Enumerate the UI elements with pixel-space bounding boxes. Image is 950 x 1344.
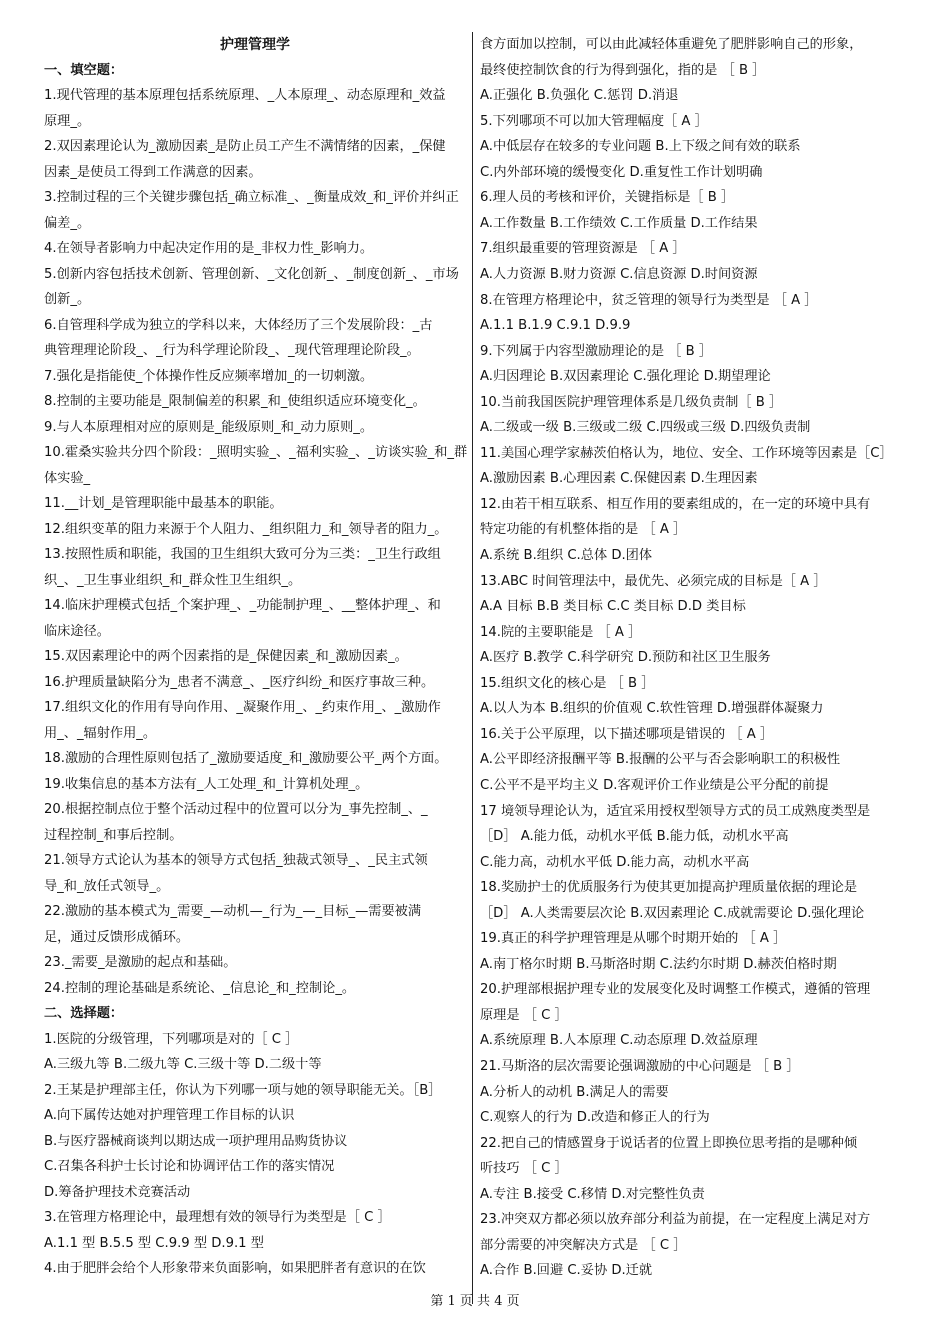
text-line: 10.当前我国医院护理管理体系是几级负责制［ B ］ bbox=[480, 394, 783, 410]
text-line: C.内外部环境的缓慢变化 D.重复性工作计划明确 bbox=[480, 164, 763, 180]
text-line: 因素_是使员工得到工作满意的因素。 bbox=[44, 164, 262, 180]
text-line: 典管理理论阶段_、_行为科学理论阶段_、_现代管理理论阶段_。 bbox=[44, 343, 420, 358]
text-line: 7.强化是指能使_个体操作性反应频率增加_的一切刺激。 bbox=[44, 368, 374, 384]
text-line: 9.与人本原理相对应的原则是_能级原则_和_动力原则_。 bbox=[44, 419, 374, 435]
text-line: 1.医院的分级管理，下列哪项是对的［ C ］ bbox=[44, 1031, 299, 1047]
text-line: 一、填空题： bbox=[44, 62, 124, 78]
text-line: A.医疗 B.教学 C.科学研究 D.预防和社区卫生服务 bbox=[480, 650, 771, 666]
text-line: 17 境领导理论认为，适宜采用授权型领导方式的员工成熟度类型是 bbox=[480, 803, 871, 819]
text-line: 23._需要_是激励的起点和基础。 bbox=[44, 955, 237, 970]
text-line: 偏差_。 bbox=[44, 215, 91, 231]
text-line: 18.奖励护士的优质服务行为使其更加提高护理质量依据的理论是 bbox=[480, 880, 858, 896]
text-line: 2.王某是护理部主任，你认为下列哪一项与她的领导职能无关。［B］ bbox=[44, 1082, 442, 1098]
text-line: 7.组织最重要的管理资源是 ［ A ］ bbox=[480, 241, 686, 257]
text-line: A.系统 B.组织 C.总体 D.团体 bbox=[480, 548, 653, 563]
text-line: 导_和_放任式领导_。 bbox=[44, 878, 170, 894]
text-line: 13.按照性质和职能，我国的卫生组织大致可分为三类：_卫生行政组 bbox=[44, 547, 441, 562]
text-line: A.专注 B.接受 C.移情 D.对完整性负责 bbox=[480, 1186, 705, 1202]
text-line: 8.控制的主要功能是_限制偏差的积累_和_使组织适应环境变化_。 bbox=[44, 394, 426, 409]
text-line: A.系统原理 B.人本原理 C.动态原理 D.效益原理 bbox=[480, 1033, 758, 1049]
text-line: A.A 目标 B.B 类目标 C.C 类目标 D.D 类目标 bbox=[480, 599, 746, 615]
text-line: A.二级或一级 B.三级或二级 C.四级或三级 D.四级负责制 bbox=[480, 420, 811, 436]
text-line: 部分需要的冲突解决方式是 ［ C ］ bbox=[480, 1237, 687, 1253]
text-line: B.与医疗器械商谈判以期达成一项护理用品购货协议 bbox=[44, 1133, 348, 1149]
text-line: 6.自管理科学成为独立的学科以来，大体经历了三个发展阶段：_古 bbox=[44, 317, 433, 333]
text-line: 16.护理质量缺陷分为_患者不满意_、_医疗纠纷_和医疗事故三种。 bbox=[44, 674, 435, 690]
text-line: 15.组织文化的核心是 ［ B ］ bbox=[480, 675, 655, 691]
text-line: 17.组织文化的作用有导向作用、_凝聚作用_、_约束作用_、_激励作 bbox=[44, 700, 441, 715]
text-line: C.能力高，动机水平低 D.能力高，动机水平高 bbox=[480, 854, 750, 870]
page-footer: 第 1 页 共 4 页 bbox=[430, 1294, 520, 1309]
column-divider bbox=[472, 32, 473, 1304]
text-line: 19.真正的科学护理管理是从哪个时期开始的 ［ A ］ bbox=[480, 931, 787, 947]
text-line: 20.护理部根据护理专业的发展变化及时调整工作模式，遵循的管理 bbox=[480, 982, 871, 998]
text-line: 4.在领导者影响力中起决定作用的是_非权力性_影响力。 bbox=[44, 241, 374, 256]
text-line: 11.__计划_是管理职能中最基本的职能。 bbox=[44, 496, 283, 511]
text-line: A.公平即经济报酬平等 B.报酬的公平与否会影响职工的积极性 bbox=[480, 752, 841, 768]
text-line: 14.临床护理模式包括_个案护理_、_功能制护理_、__整体护理_、和 bbox=[44, 598, 441, 613]
text-line: 5.下列哪项不可以加大管理幅度［ A ］ bbox=[480, 113, 708, 129]
text-line: 10.霍桑实验共分四个阶段：_照明实验_、_福利实验_、_访谈实验_和_群 bbox=[44, 445, 468, 460]
text-line: 20.根据控制点位于整个活动过程中的位置可以分为_事先控制_、_ bbox=[44, 802, 428, 817]
text-line: 体实验_ bbox=[44, 470, 91, 486]
text-line: A.南丁格尔时期 B.马斯洛时期 C.法约尔时期 D.赫茨伯格时期 bbox=[480, 956, 837, 972]
text-line: 4.由于肥胖会给个人形象带来负面影响，如果肥胖者有意识的在饮 bbox=[44, 1261, 426, 1276]
text-line: C.观察人的行为 D.改造和修正人的行为 bbox=[480, 1110, 710, 1126]
text-line: 临床途径。 bbox=[44, 623, 110, 639]
text-line: A.三级九等 B.二级九等 C.三级十等 D.二级十等 bbox=[44, 1057, 322, 1072]
text-line: C.召集各科护士长讨论和协调评估工作的落实情况 bbox=[44, 1159, 335, 1174]
text-line: 足，通过反馈形成循环。 bbox=[44, 929, 190, 945]
text-line: 3.控制过程的三个关键步骤包括_确立标准_、_衡量成效_和_评价并纠正 bbox=[44, 190, 459, 205]
text-line: 织_、_卫生事业组织_和_群众性卫生组织_。 bbox=[44, 572, 302, 588]
text-line: 19.收集信息的基本方法有_人工处理_和_计算机处理_。 bbox=[44, 776, 369, 792]
text-line: 原理是 ［ C ］ bbox=[480, 1007, 568, 1023]
text-line: A.归因理论 B.双因素理论 C.强化理论 D.期望理论 bbox=[480, 369, 771, 385]
text-line: 24.控制的理论基础是系统论、_信息论_和_控制论_。 bbox=[44, 980, 356, 996]
text-line: 2.双因素理论认为_激励因素_是防止员工产生不满情绪的因素，_保健 bbox=[44, 139, 446, 154]
text-line: ［D］ A.能力低，动机水平低 B.能力低，动机水平高 bbox=[480, 829, 789, 845]
text-line: A.合作 B.回避 C.妥协 D.迁就 bbox=[480, 1263, 653, 1279]
text-line: D.筹备护理技术竞赛活动 bbox=[44, 1184, 191, 1200]
text-line: 22.把自己的情感置身于说话者的位置上即换位思考指的是哪种倾 bbox=[480, 1135, 858, 1151]
text-line: 16.关于公平原理，以下描述哪项是错误的 ［ A ］ bbox=[480, 726, 774, 742]
text-line: A.正强化 B.负强化 C.惩罚 D.消退 bbox=[480, 88, 679, 104]
text-line: 23.冲突双方都必须以放弃部分利益为前提，在一定程度上满足对方 bbox=[480, 1212, 871, 1228]
text-line: 用_、_辐射作用_。 bbox=[44, 725, 157, 741]
text-line: C.公平不是平均主义 D.客观评价工作业绩是公平分配的前提 bbox=[480, 777, 829, 793]
text-line: 创新_。 bbox=[44, 292, 91, 307]
text-line: 特定功能的有机整体指的是 ［ A ］ bbox=[480, 522, 687, 538]
text-line: 听技巧 ［ C ］ bbox=[480, 1161, 568, 1177]
text-line: 5.创新内容包括技术创新、管理创新、_文化创新_、_制度创新_、_市场 bbox=[44, 266, 459, 282]
text-line: 14.院的主要职能是 ［ A ］ bbox=[480, 624, 642, 640]
text-line: A.激励因素 B.心理因素 C.保健因素 D.生理因素 bbox=[480, 471, 758, 487]
text-line: 8.在管理方格理论中，贫乏管理的领导行为类型是 ［ A ］ bbox=[480, 292, 818, 308]
text-line: 6.理人员的考核和评价，关键指标是［ B ］ bbox=[480, 190, 735, 206]
text-line: 12.由若干相互联系、相互作用的要素组成的，在一定的环境中具有 bbox=[480, 496, 871, 512]
text-line: A.中低层存在较多的专业问题 B.上下级之间有效的联系 bbox=[480, 139, 801, 155]
text-line: A.向下属传达她对护理管理工作目标的认识 bbox=[44, 1108, 295, 1123]
text-line: A.以人为本 B.组织的价值观 C.软性管理 D.增强群体凝聚力 bbox=[480, 701, 824, 717]
text-line: 21.领导方式论认为基本的领导方式包括_独裁式领导_、_民主式领 bbox=[44, 853, 428, 868]
text-line: 12.组织变革的阻力来源于个人阻力、_组织阻力_和_领导者的阻力_。 bbox=[44, 521, 448, 537]
text-line: A.1.1 B.1.9 C.9.1 D.9.9 bbox=[480, 318, 631, 334]
text-line: A.人力资源 B.财力资源 C.信息资源 D.时间资源 bbox=[480, 266, 758, 282]
text-line: 15.双因素理论中的两个因素指的是_保健因素_和_激励因素_。 bbox=[44, 649, 408, 664]
text-line: ［D］ A.人类需要层次论 B.双因素理论 C.成就需要论 D.强化理论 bbox=[480, 905, 865, 921]
text-line: 食方面加以控制，可以由此减轻体重避免了肥胖影响自己的形象， bbox=[480, 37, 863, 52]
text-line: A.分析人的动机 B.满足人的需要 bbox=[480, 1084, 669, 1100]
text-line: 二、选择题： bbox=[44, 1006, 124, 1021]
text-line: 原理_。 bbox=[44, 113, 91, 129]
text-line: 13.ABC 时间管理法中，最优先、必须完成的目标是［ A ］ bbox=[480, 573, 827, 589]
text-line: 11.美国心理学家赫茨伯格认为，地位、安全、工作环境等因素是［C］ bbox=[480, 445, 893, 461]
text-line: 22.激励的基本模式为_需要_—动机—_行为_—_目标_—需要被满 bbox=[44, 904, 422, 919]
text-line: A.1.1 型 B.5.5 型 C.9.9 型 D.9.1 型 bbox=[44, 1235, 264, 1251]
text-line: 过程控制_和事后控制。 bbox=[44, 827, 183, 843]
text-line: A.工作数量 B.工作绩效 C.工作质量 D.工作结果 bbox=[480, 215, 758, 231]
text-line: 1.现代管理的基本原理包括系统原理、_人本原理_、动态原理和_效益 bbox=[44, 88, 446, 103]
text-line: 9.下列属于内容型激励理论的是 ［ B ］ bbox=[480, 343, 713, 359]
text-line: 最终使控制饮食的行为得到强化，指的是 ［ B ］ bbox=[480, 62, 766, 78]
text-line: 21.马斯洛的层次需要论强调激励的中心问题是 ［ B ］ bbox=[480, 1059, 800, 1074]
text-line: 护理管理学 bbox=[220, 37, 290, 53]
text-line: 3.在管理方格理论中，最理想有效的领导行为类型是［ C ］ bbox=[44, 1210, 391, 1225]
text-line: 18.激励的合理性原则包括了_激励要适度_和_激励要公平_两个方面。 bbox=[44, 751, 448, 766]
